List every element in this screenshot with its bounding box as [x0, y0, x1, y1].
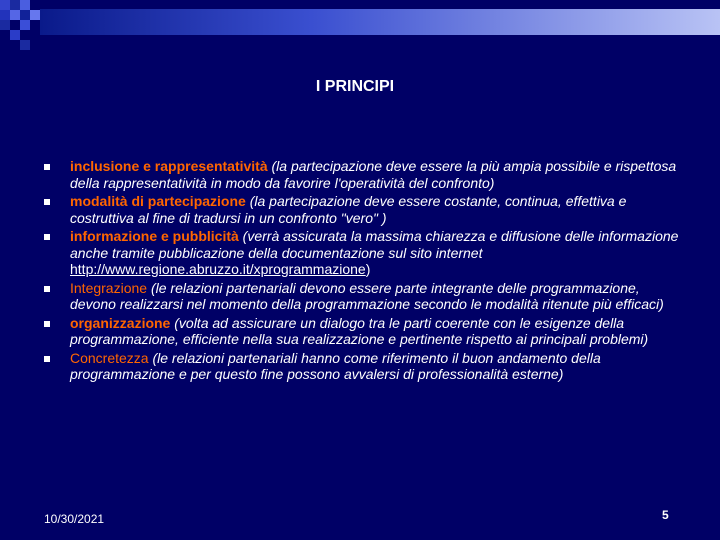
principle-desc: (verrà assicurata la massima chiarezza e diffusione delle informazione anche tramite pubblicazione della documentazione sul sito internet	[70, 228, 679, 261]
list-item	[42, 280, 682, 313]
list-item	[42, 193, 682, 226]
list-item	[42, 228, 682, 278]
header-gradient-bar	[40, 9, 720, 35]
square-bullet-icon	[44, 199, 50, 205]
principle-key: Concretezza	[70, 349, 149, 366]
principle-desc: (la partecipazione deve essere la più ampia possibile e rispettosa della rappresentatività in modo da favorire l'operatività del confronto)	[70, 158, 677, 191]
footer-date: 10/30/2021	[44, 512, 105, 526]
square-bullet-icon	[44, 164, 50, 170]
website-link[interactable]: http://www.regione.abruzzo.it/xprogrammazione	[70, 261, 366, 277]
slide-title: I PRINCIPI	[315, 78, 395, 95]
principle-key: modalità di partecipazione	[70, 193, 246, 209]
square-bullet-icon	[44, 234, 50, 240]
principle-desc: (volta ad assicurare un dialogo tra le parti coerente con le esigenze della programmazione, efficiente nella sua realizzazione e pertinente rispetto ai principali problemi)	[70, 314, 649, 347]
principle-desc: (le relazioni partenariali devono essere parte integrante delle programmazione, devono realizzarsi nel momento della programmazione secondo le modalità ritenute più efficaci)	[70, 279, 664, 312]
principle-desc: (le relazioni partenariali hanno come riferimento il buon andamento della programmazione e per questo fine possono avvalersi di professionalità esterne)	[70, 349, 601, 382]
page-number: 5	[662, 508, 669, 522]
square-bullet-icon	[44, 286, 50, 292]
principle-key: inclusione e rappresentatività	[70, 158, 268, 174]
principle-key: informazione e pubblicità	[70, 228, 239, 244]
principle-key: organizzazione	[70, 314, 171, 331]
list-item	[42, 350, 682, 383]
principle-desc: (la partecipazione deve essere costante, continua, effettiva e costruttiva al fine di tradursi in un confronto "vero" )	[70, 193, 627, 226]
principle-tail: )	[365, 261, 371, 277]
principle-key: Integrazione	[70, 279, 148, 296]
list-item	[42, 158, 682, 191]
square-bullet-icon	[44, 321, 50, 327]
list-item	[42, 315, 682, 348]
principles-list	[42, 158, 682, 385]
square-bullet-icon	[44, 356, 50, 362]
